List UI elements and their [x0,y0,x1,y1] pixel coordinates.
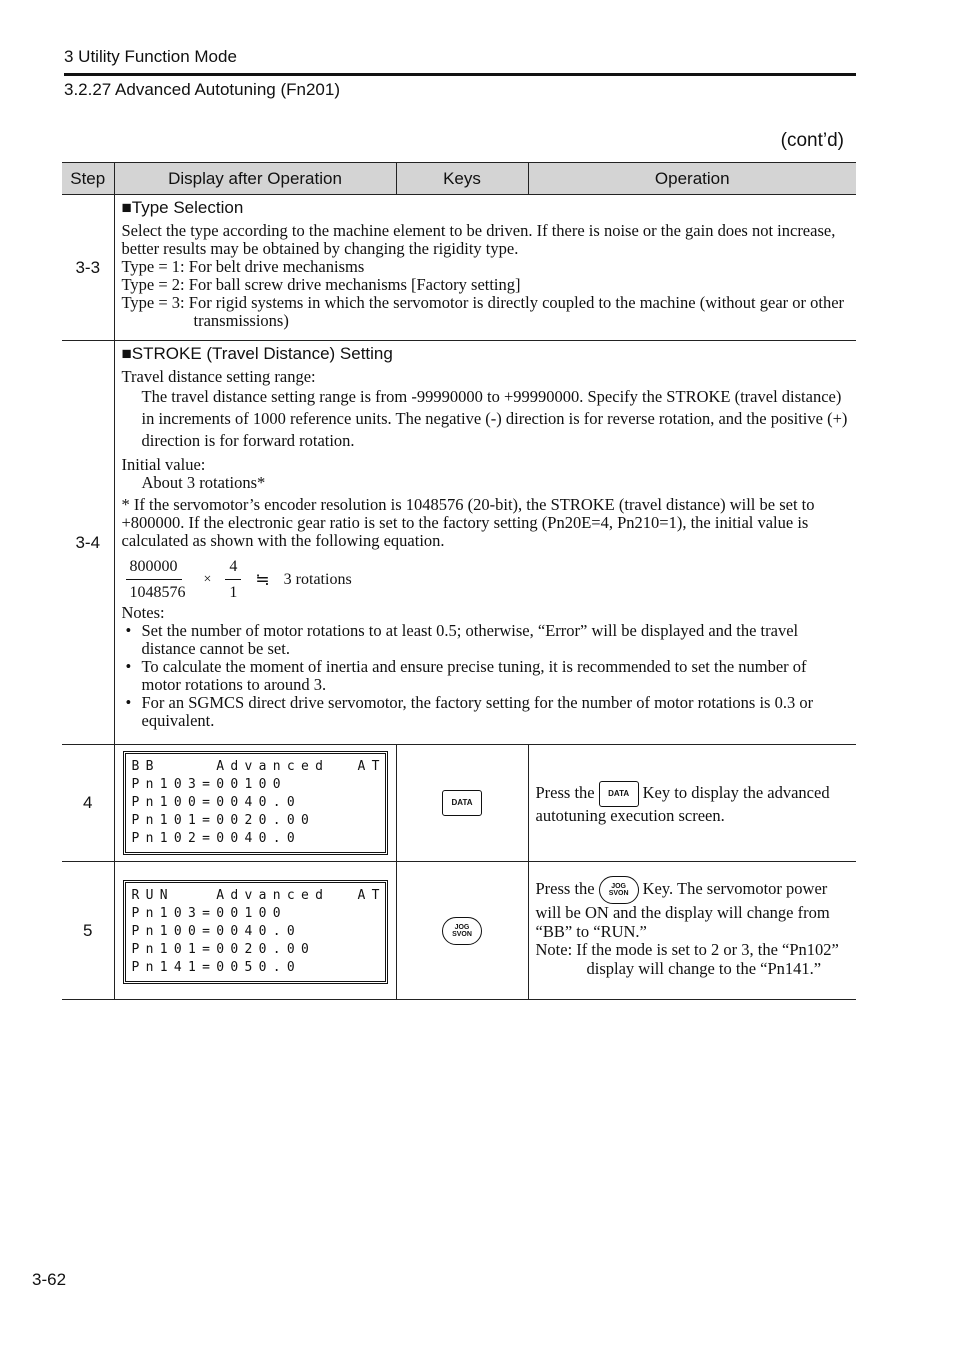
col-header-keys: Keys [396,163,528,195]
step-number: 4 [62,745,114,862]
procedure-table [62,162,856,1000]
operation-text-pre: Press the [535,782,595,802]
type-selection-cell [114,195,856,341]
fraction-2 [225,558,241,602]
fraction-2-denominator: 1 [229,584,238,601]
operation-text-post: Key. The servomotor power will be ON and the display will change from “BB” to “RUN.” [535,878,830,941]
stroke-setting-cell [114,341,856,745]
fraction-1-denominator: 1048576 [129,584,186,601]
lcd-line: Pn141=0050.0 [131,960,302,975]
table-row [62,745,856,862]
keys-cell [396,862,528,1000]
section-title: 3.2.27 Advanced Autotuning (Fn201) [64,80,340,99]
lcd-line: Pn101=0020.00 [131,942,316,957]
lcd-line: Pn101=0020.00 [131,813,316,828]
keys-cell [396,745,528,862]
type-option-2: Type = 2: For ball screw drive mechanisms [Factory setting] [121,275,521,294]
table-row [62,341,856,745]
jog-svon-key-icon [599,876,639,904]
chapter-title: 3 Utility Function Mode [64,47,237,66]
lcd-line: Pn103=00100 [131,906,287,921]
jog-label: JOG [611,883,627,890]
col-header-step: Step [62,163,114,195]
footnote: * If the servomotor’s encoder resolution is 1048576 (20-bit), the STROKE (travel distance) will be set to +800000. If the electronic gear ratio is set to the factory setting (Pn20E=4, Pn210=1), the initial value is calculated as shown with the following equation. [121,495,815,550]
header-rule [64,73,856,76]
display-cell [114,862,396,1000]
step-number: 3-3 [62,195,114,341]
fraction-1-numerator: 800000 [126,558,182,580]
table-row [62,195,856,341]
lcd-line: Pn100=0040.0 [131,795,302,810]
col-header-display: Display after Operation [114,163,396,195]
col-header-operation: Operation [528,163,856,195]
fraction-2-numerator: 4 [225,558,241,580]
lcd-line: Pn100=0040.0 [131,924,302,939]
note-item: • To calculate the moment of inertia and ensure precise tuning, it is recommended to set the number of motor rotations to around 3. [122,658,849,694]
continued-label: (cont’d) [780,130,844,151]
type-option-1: Type = 1: For belt drive mechanisms [121,257,365,276]
operation-text-pre: Press the [535,878,595,898]
jog-svon-key-icon [442,917,482,945]
notes-label: Notes: [121,603,165,622]
step-number: 3-4 [62,341,114,745]
lcd-display [125,753,386,853]
stroke-heading: ■STROKE (Travel Distance) Setting [121,344,393,363]
type-option-3: Type = 3: For rigid systems in which the servomotor is directly coupled to the machine (without gear or other transmissions) [121,293,845,330]
times-sign: × [203,572,212,587]
operation-text-post: Key to display the advanced autotuning execution screen. [535,782,830,825]
lcd-line: Pn102=0040.0 [131,831,302,846]
equation-result: 3 rotations [283,571,352,588]
note-item: • For an SGMCS direct drive servomotor, the factory setting for the number of motor rotations is 0.3 or equivalent. [122,694,849,730]
table-row [62,862,856,1000]
data-key-icon: DATA [442,790,482,816]
fraction-1 [126,558,190,602]
jog-label: JOG [454,924,470,931]
note-item: • Set the number of motor rotations to at least 0.5; otherwise, “Error” will be displayed and the travel distance cannot be set. [122,622,849,658]
lcd-line: BB Advanced AT [131,759,386,774]
page-number: 3-62 [32,1270,67,1289]
range-text: The travel distance setting range is from -99990000 to +99990000. Specify the STROKE (travel distance) in increments of 1000 reference units. The negative (-) direction is for reverse rotation, and the positive (+) direction is for forward rotation. [141,387,848,450]
operation-note: Note: If the mode is set to 2 or 3, the “Pn102” display will change to the “Pn141.” [535,940,839,978]
data-key-icon: DATA [599,781,639,807]
operation-cell [528,745,856,862]
type-selection-heading: ■Type Selection [121,198,244,217]
initial-label: Initial value: [121,455,206,474]
lcd-display [125,882,386,982]
svon-label: SVON [452,931,472,938]
lcd-line: RUN Advanced AT [131,888,386,903]
approx-sign: ≒ [255,570,270,589]
step-number: 5 [62,862,114,1000]
display-cell [114,745,396,862]
table-header-row [62,163,856,195]
type-selection-intro: Select the type according to the machine element to be driven. If there is noise or the gain does not increase, better results may be obtained by changing the rigidity type. [121,221,836,258]
rotation-equation [126,558,849,602]
operation-cell [528,862,856,1000]
initial-text: About 3 rotations* [141,473,266,492]
lcd-line: Pn103=00100 [131,777,287,792]
range-label: Travel distance setting range: [121,367,316,386]
svon-label: SVON [608,890,629,897]
